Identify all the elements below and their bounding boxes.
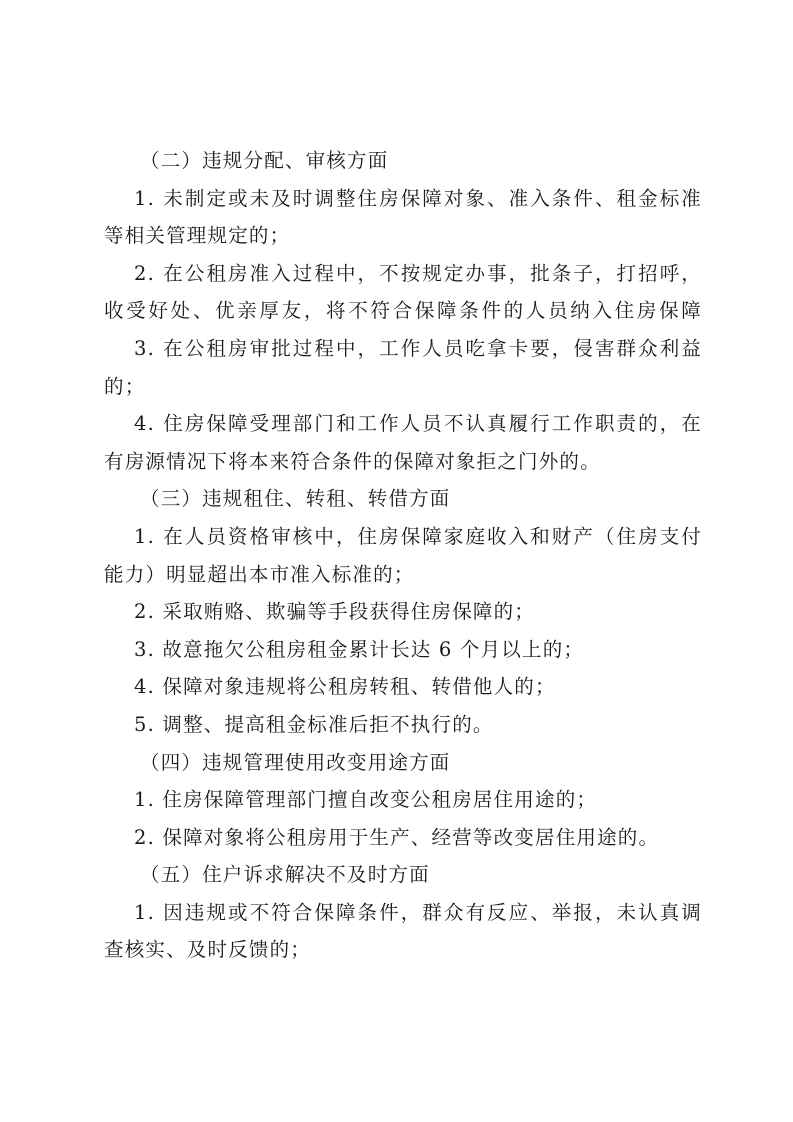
list-item bbox=[104, 518, 702, 593]
paragraph-line: 2. 在公租房准入过程中，不按规定办事，批条子，打招呼， bbox=[134, 261, 702, 285]
paragraph-line: 1. 因违规或不符合保障条件，群众有反应、举报，未认真调 bbox=[134, 900, 702, 924]
heading-line: （四）违规管理使用改变用途方面 bbox=[140, 750, 451, 774]
list-item bbox=[104, 180, 702, 255]
paragraph-line: 5. 调整、提高租金标准后拒不执行的。 bbox=[134, 712, 494, 736]
section-heading-3 bbox=[104, 480, 702, 518]
list-item bbox=[104, 894, 702, 969]
paragraph-line: 的； bbox=[104, 374, 146, 398]
list-item bbox=[104, 593, 702, 631]
paragraph-line: 有房源情况下将本来符合条件的保障对象拒之门外的。 bbox=[104, 449, 601, 473]
paragraph-line: 能力）明显超出本市准入标准的； bbox=[104, 562, 415, 586]
list-item bbox=[104, 405, 702, 480]
section-heading-4 bbox=[104, 744, 702, 782]
paragraph-line: 收受好处、优亲厚友，将不符合保障条件的人员纳入住房保障 bbox=[104, 299, 702, 323]
section-heading-2 bbox=[104, 142, 702, 180]
paragraph-line: 2. 保障对象将公租房用于生产、经营等改变居住用途的。 bbox=[134, 825, 660, 849]
heading-line: （三）违规租住、转租、转借方面 bbox=[140, 487, 451, 511]
list-item bbox=[104, 668, 702, 706]
paragraph-line: 1. 未制定或未及时调整住房保障对象、准入条件、租金标准 bbox=[134, 186, 702, 210]
paragraph-line: 1. 住房保障管理部门擅自改变公租房居住用途的； bbox=[134, 788, 598, 812]
paragraph-line: 等相关管理规定的； bbox=[104, 224, 291, 248]
paragraph-line: 查核实、及时反馈的； bbox=[104, 938, 312, 962]
paragraph-line: 4. 住房保障受理部门和工作人员不认真履行工作职责的，在 bbox=[134, 412, 702, 436]
paragraph-line: 3. 在公租房审批过程中，工作人员吃拿卡要，侵害群众利益 bbox=[134, 336, 702, 360]
heading-line: （二）违规分配、审核方面 bbox=[140, 149, 389, 172]
list-item bbox=[104, 631, 702, 669]
list-item bbox=[104, 819, 702, 857]
list-item bbox=[104, 330, 702, 405]
paragraph-line: 4. 保障对象违规将公租房转租、转借他人的； bbox=[134, 675, 556, 699]
paragraph-line: 1. 在人员资格审核中，住房保障家庭收入和财产（住房支付 bbox=[134, 524, 702, 548]
paragraph-line: 3. 故意拖欠公租房租金累计长达 6 个月以上的； bbox=[134, 637, 585, 661]
paragraph-line: 2. 采取贿赂、欺骗等手段获得住房保障的； bbox=[134, 600, 536, 624]
heading-line: （五）住户诉求解决不及时方面 bbox=[140, 863, 430, 887]
list-item bbox=[104, 781, 702, 819]
document-body bbox=[104, 142, 702, 969]
list-item bbox=[104, 706, 702, 744]
list-item bbox=[104, 255, 702, 330]
section-heading-5 bbox=[104, 856, 702, 894]
